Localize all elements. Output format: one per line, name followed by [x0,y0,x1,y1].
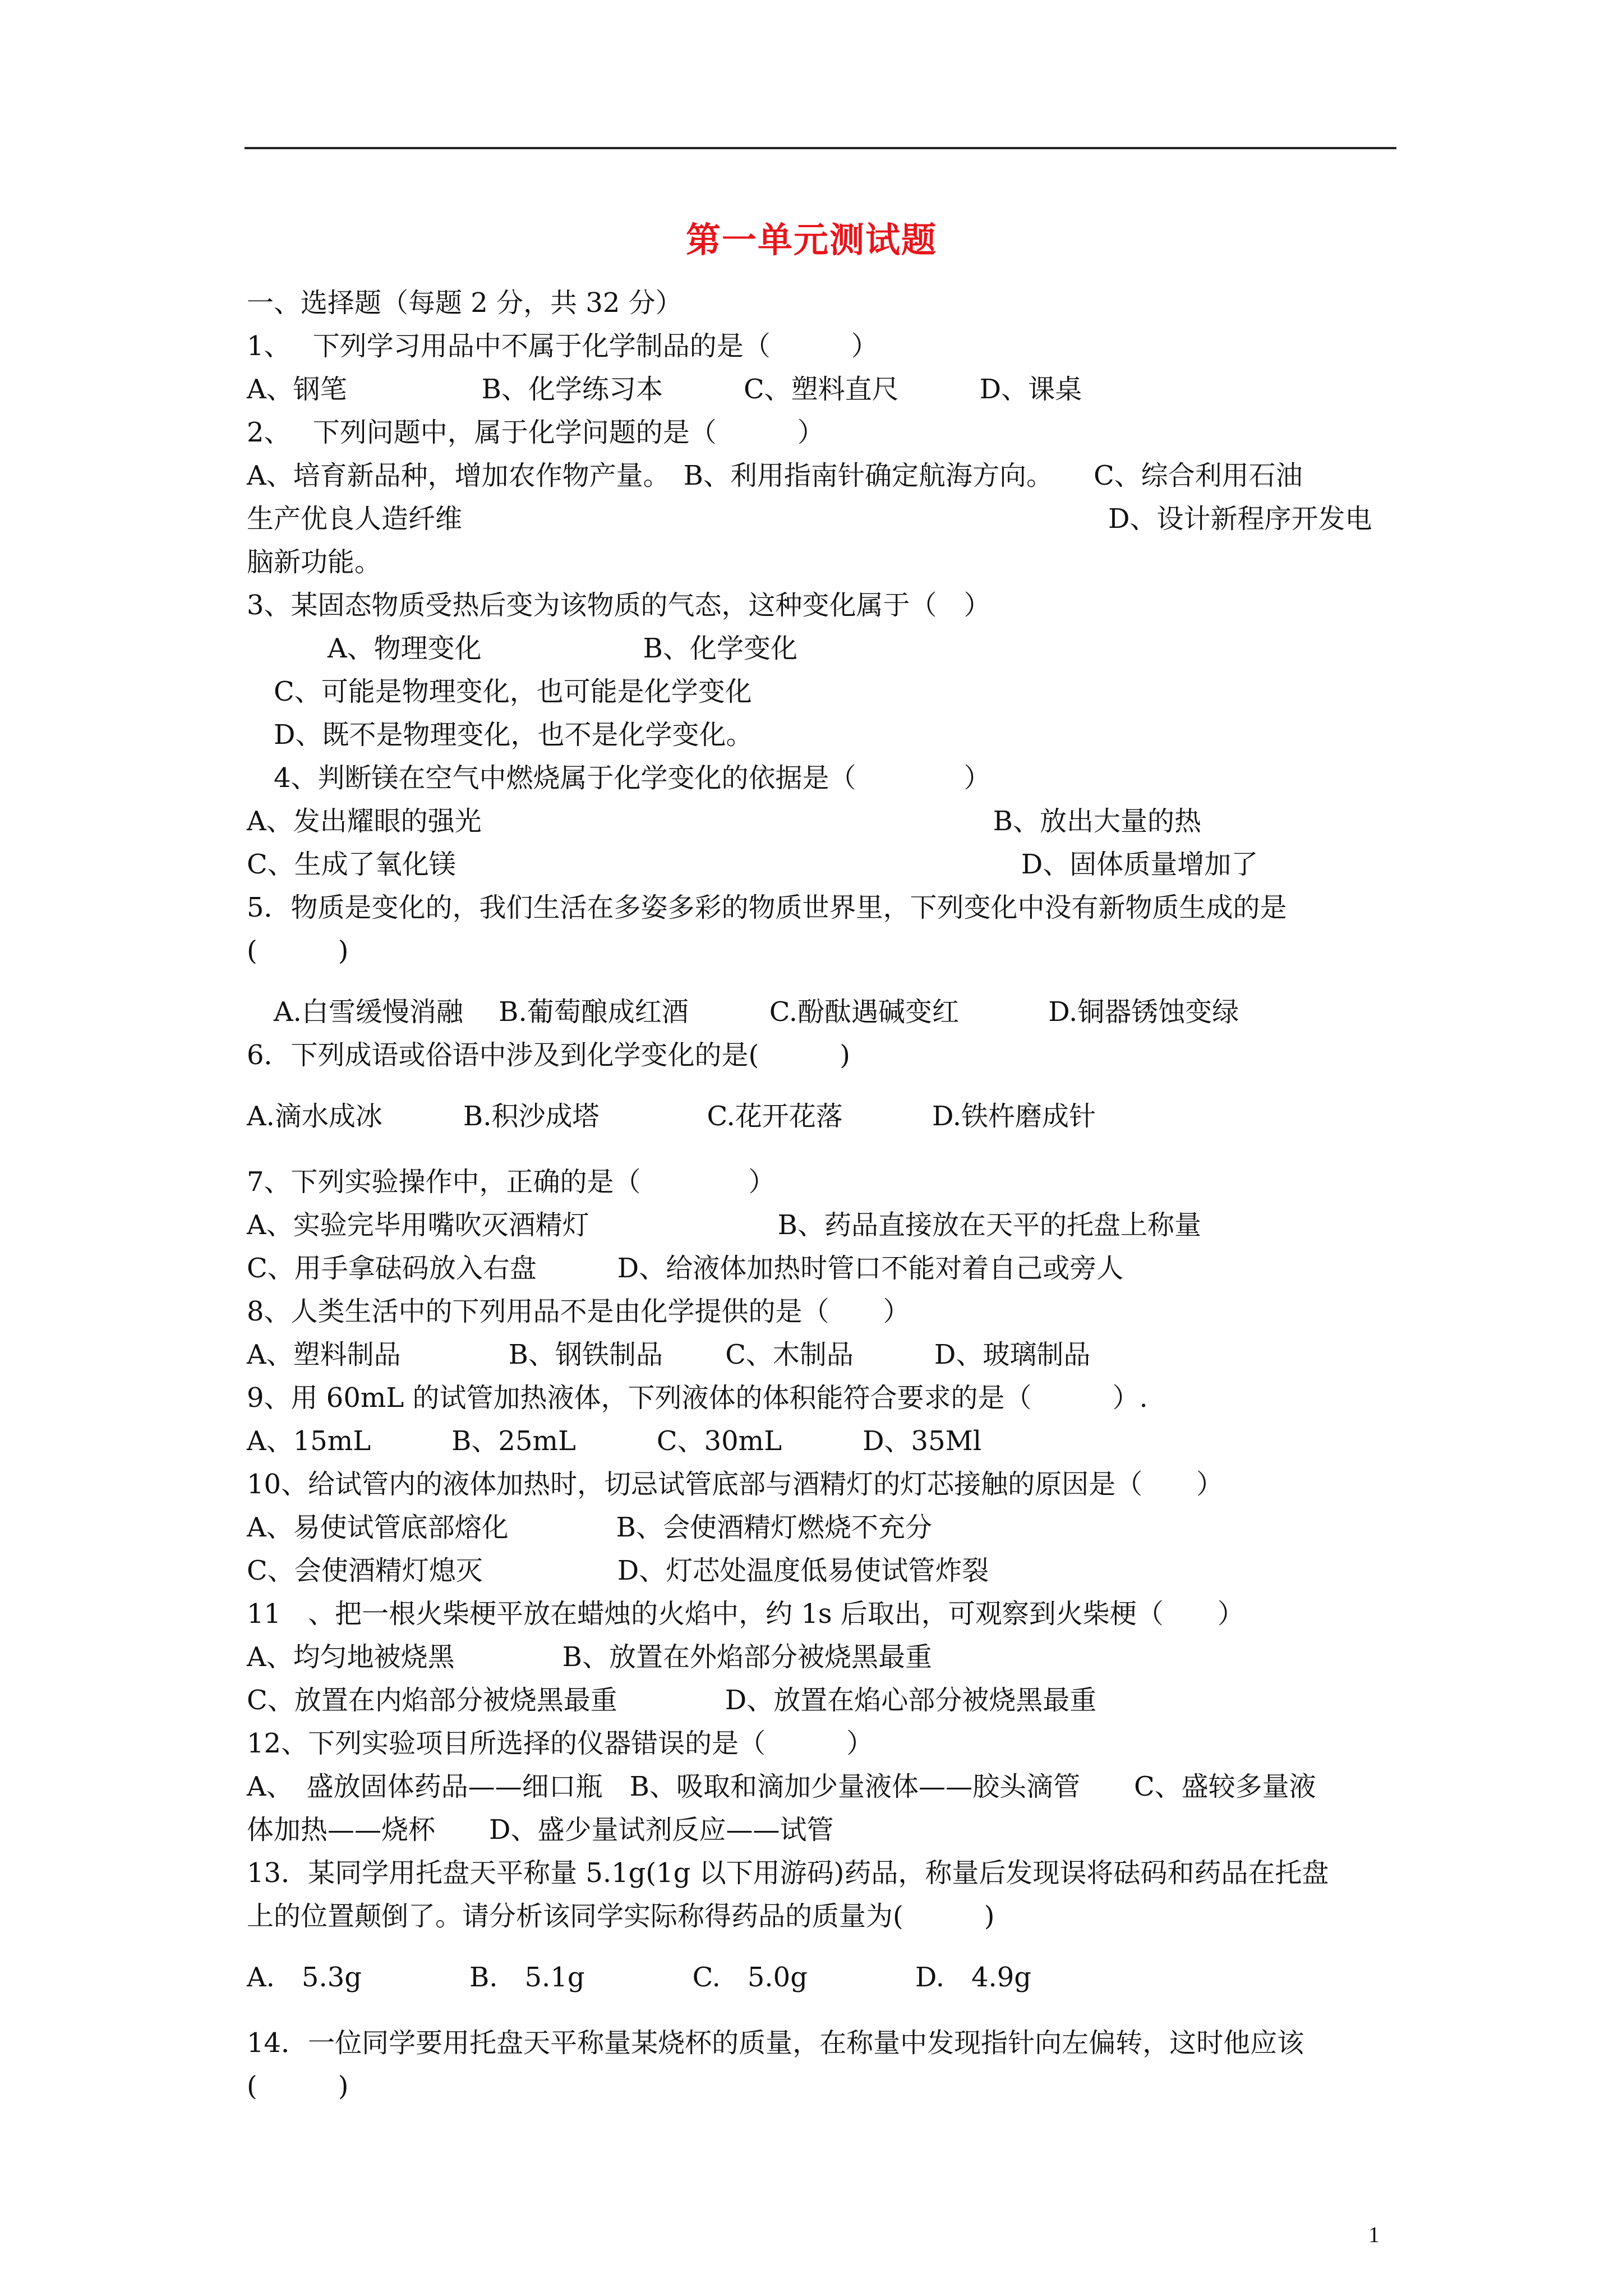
question-5-blank: ( ) [247,935,349,967]
question-12: 12、下列实验项目所选择的仪器错误的是（ ） [247,1728,874,1759]
question-2-options-line-1: A、培育新品种，增加农作物产量。 B、利用指南针确定航海方向。 C、综合利用石油 [247,460,1303,491]
question-8-options: A、塑料制品 B、钢铁制品 C、木制品 D、玻璃制品 [247,1339,1091,1370]
page-number: 1 [1368,2222,1380,2247]
question-1: 1、 下列学习用品中不属于化学制品的是（ ） [247,330,878,362]
question-2: 2、 下列问题中，属于化学问题的是（ ） [247,417,824,448]
question-3-options-ab: A、物理变化 B、化学变化 [247,633,797,664]
section-heading: 一、选择题（每题 2 分，共 32 分） [247,287,683,319]
question-2-options-line-2: 生产优良人造纤维 D、设计新程序开发电 [247,503,1372,535]
question-10-options-cd: C、会使酒精灯熄灭 D、灯芯处温度低易使试管炸裂 [247,1555,989,1586]
question-body [247,282,1396,2108]
question-3-option-c: C、可能是物理变化，也可能是化学变化 [247,676,752,707]
question-5: 5．物质是变化的，我们生活在多姿多彩的物质世界里，下列变化中没有新物质生成的是 [247,892,1287,923]
question-14: 14．一位同学要用托盘天平称量某烧杯的质量，在称量中发现指针向左偏转，这时他应该 [247,2027,1304,2059]
question-9: 9、用 60mL 的试管加热液体，下列液体的体积能符合要求的是（ ）. [247,1382,1148,1414]
question-13-line-2: 上的位置颠倒了。请分析该同学实际称得药品的质量为( ) [247,1901,995,1932]
question-11-options-ab: A、均匀地被烧黑 B、放置在外焰部分被烧黑最重 [247,1641,932,1673]
question-5-options: A.白雪缓慢消融 B.葡萄酿成红酒 C.酚酞遇碱变红 D.铜器锈蚀变绿 [247,996,1239,1028]
page-title: 第一单元测试题 [685,219,937,260]
question-2-options-line-3: 脑新功能。 [247,546,382,578]
question-8: 8、人类生活中的下列用品不是由化学提供的是（ ） [247,1296,910,1327]
question-4-options-ab: A、发出耀眼的强光 B、放出大量的热 [247,806,1201,837]
question-3-option-d: D、既不是物理变化，也不是化学变化。 [247,719,753,751]
question-6-options: A.滴水成冰 B.积沙成塔 C.花开花落 D.铁杵磨成针 [247,1101,1096,1132]
question-10: 10、给试管内的液体加热时，切忌试管底部与酒精灯的灯芯接触的原因是（ ） [247,1469,1224,1500]
question-4-options-cd: C、生成了氧化镁 D、固体质量增加了 [247,849,1258,880]
question-11: 11 、把一根火柴梗平放在蜡烛的火焰中，约 1s 后取出，可观察到火柴梗（ ） [247,1598,1244,1630]
question-10-options-ab: A、易使试管底部熔化 B、会使酒精灯燃烧不充分 [247,1512,932,1543]
question-14-blank: ( ) [247,2070,349,2102]
question-4: 4、判断镁在空气中燃烧属于化学变化的依据是（ ） [247,762,991,794]
question-13-options: A. 5.3g B. 5.1g C. 5.0g D. 4.9g [247,1962,1032,1993]
header-rule [245,147,1396,149]
question-7: 7、下列实验操作中，正确的是（ ） [247,1166,776,1198]
question-9-options: A、15mL B、25mL C、30mL D、35Ml [247,1425,982,1457]
question-6: 6．下列成语或俗语中涉及到化学变化的是( ) [247,1039,850,1071]
question-12-options-line-1: A、 盛放固体药品——细口瓶 B、吸取和滴加少量液体——胶头滴管 C、盛较多量液 [247,1771,1316,1802]
question-7-options-cd: C、用手拿砝码放入右盘 D、给液体加热时管口不能对着自己或旁人 [247,1253,1124,1284]
question-13: 13．某同学用托盘天平称量 5.1g(1g 以下用游码)药品，称量后发现误将砝码和药品在托盘 [247,1857,1329,1889]
question-1-options: A、钢笔 B、化学练习本 C、塑料直尺 D、课桌 [247,374,1082,405]
question-12-options-line-2: 体加热——烧杯 D、盛少量试剂反应——试管 [247,1814,834,1846]
question-7-options-ab: A、实验完毕用嘴吹灭酒精灯 B、药品直接放在天平的托盘上称量 [247,1209,1201,1241]
question-3: 3、某固态物质受热后变为该物质的气态，这种变化属于（ ） [247,590,991,621]
question-11-options-cd: C、放置在内焰部分被烧黑最重 D、放置在焰心部分被烧黑最重 [247,1685,1097,1716]
